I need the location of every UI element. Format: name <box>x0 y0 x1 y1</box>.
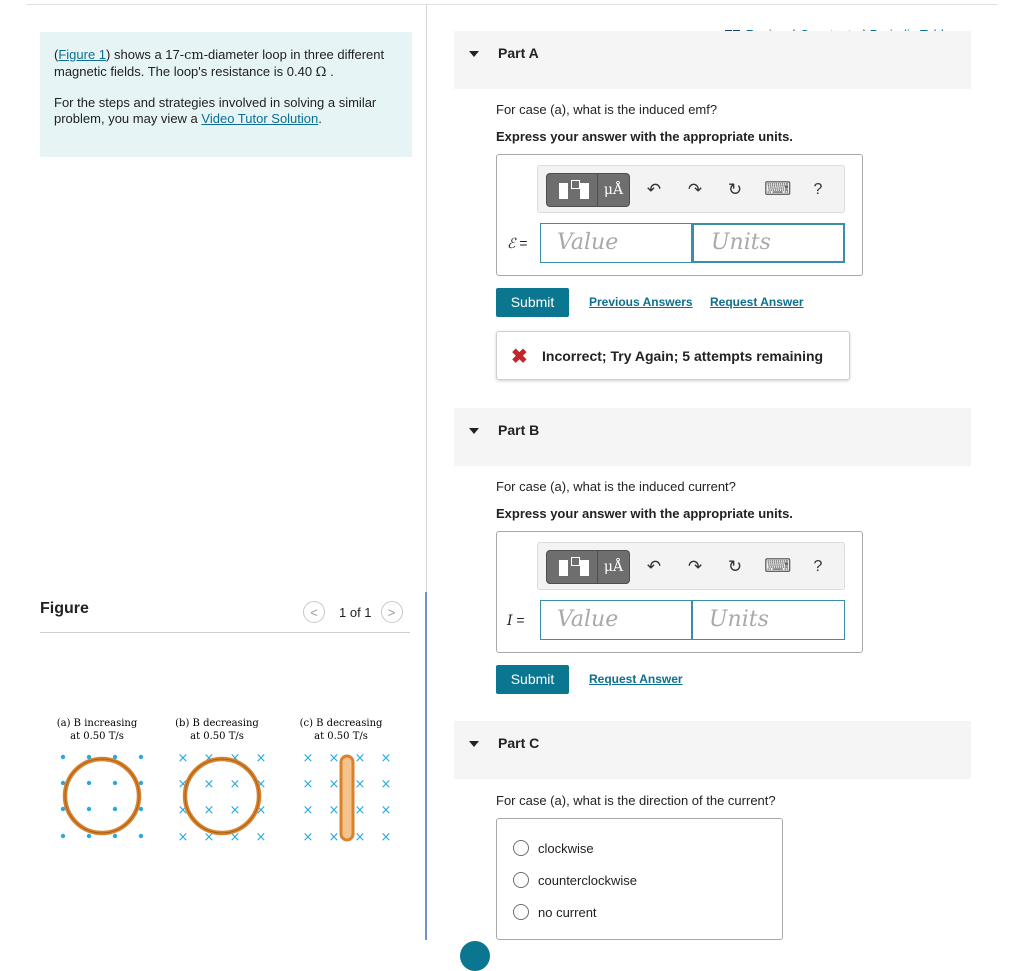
part-b-question: For case (a), what is the induced current? <box>496 479 736 494</box>
unit-cm: cm <box>184 48 204 63</box>
svg-text:×: × <box>255 830 267 845</box>
svg-text:×: × <box>255 751 267 766</box>
radio-button[interactable] <box>513 904 529 920</box>
intro-text: ) shows a 17- <box>106 47 185 62</box>
svg-text:×: × <box>229 830 241 845</box>
help-icon[interactable]: ? <box>813 558 823 575</box>
part-c-title: Part C <box>498 735 540 751</box>
option-label: no current <box>538 904 597 920</box>
equals-sign: = <box>515 235 528 251</box>
panel-b-label-2: at 0.50 T/s <box>190 731 244 742</box>
loop-a-outline <box>65 759 139 833</box>
emf-label <box>507 235 528 252</box>
caret-down-icon <box>469 51 479 57</box>
part-b-answer-box <box>496 531 863 653</box>
ohm-symbol: Ω <box>315 65 327 80</box>
loop-c <box>341 756 353 840</box>
svg-text:×: × <box>328 777 340 792</box>
part-a-instruction: Express your answer with the appropriate units. <box>496 129 793 144</box>
svg-text:×: × <box>255 803 267 818</box>
option-label: clockwise <box>538 840 594 856</box>
svg-text:×: × <box>229 751 241 766</box>
part-b-instruction: Express your answer with the appropriate units. <box>496 506 793 521</box>
svg-text:×: × <box>380 777 392 792</box>
part-b-header[interactable] <box>454 408 971 466</box>
chevron-right-icon: > <box>387 604 396 620</box>
panel-c-label-2: at 0.50 T/s <box>314 731 368 742</box>
templates-button[interactable] <box>546 550 598 584</box>
svg-text:×: × <box>177 830 189 845</box>
option-clockwise[interactable] <box>513 838 594 858</box>
incorrect-icon: ✖ <box>511 346 528 368</box>
undo-icon[interactable]: ↶ <box>646 557 662 576</box>
previous-answers-link[interactable]: Previous Answers <box>589 295 693 309</box>
math-toolbar <box>537 542 845 590</box>
svg-text:×: × <box>177 777 189 792</box>
figure-rule <box>40 632 410 633</box>
caret-down-icon <box>469 741 479 747</box>
figure-pager <box>303 600 403 624</box>
part-c-header[interactable] <box>454 721 971 779</box>
panel-b-label-1: (b) B decreasing <box>175 718 259 729</box>
undo-icon[interactable]: ↶ <box>646 180 662 199</box>
equals-sign: = <box>512 612 525 628</box>
part-a-question: For case (a), what is the induced emf? <box>496 102 718 117</box>
part-a-header[interactable] <box>454 31 971 89</box>
part-b-submit-button[interactable]: Submit <box>496 665 569 694</box>
emf-units-input[interactable]: Units <box>692 223 845 263</box>
figure-1-link[interactable]: Figure 1 <box>58 47 107 62</box>
intro-paragraph-1 <box>54 47 398 81</box>
part-a-submit-button[interactable]: Submit <box>496 288 569 317</box>
svg-text:×: × <box>229 803 241 818</box>
redo-icon[interactable]: ↷ <box>687 180 703 199</box>
emf-symbol: ℰ <box>507 236 516 252</box>
svg-text:×: × <box>302 830 314 845</box>
svg-text:×: × <box>203 830 215 845</box>
direction-options <box>496 818 783 940</box>
part-b-title: Part B <box>498 422 540 438</box>
svg-text:×: × <box>177 751 189 766</box>
svg-text:×: × <box>328 830 340 845</box>
next-figure-button[interactable] <box>381 601 403 623</box>
redo-icon[interactable]: ↷ <box>687 557 703 576</box>
svg-text:×: × <box>203 803 215 818</box>
loop-b-outline <box>185 759 259 833</box>
units-button[interactable]: μÅ <box>598 550 630 584</box>
intro-paragraph-2 <box>54 95 398 127</box>
reset-icon[interactable]: ↻ <box>727 180 743 199</box>
part-a-title: Part A <box>498 45 539 61</box>
templates-button[interactable] <box>546 173 598 207</box>
panel-a-label-2: at 0.50 T/s <box>70 731 124 742</box>
current-value-input[interactable]: Value <box>540 600 692 640</box>
keyboard-icon[interactable]: ⌨ <box>764 179 792 200</box>
svg-text:×: × <box>380 751 392 766</box>
svg-text:×: × <box>328 751 340 766</box>
intro-text: ( <box>54 47 59 62</box>
feedback-text: Incorrect; Try Again; 5 attempts remaining <box>542 348 824 364</box>
radio-button[interactable] <box>513 840 529 856</box>
math-toolbar <box>537 165 845 213</box>
figure-title: Figure <box>40 600 89 617</box>
svg-text:×: × <box>380 830 392 845</box>
prev-figure-button[interactable] <box>303 601 325 623</box>
svg-text:×: × <box>354 751 366 766</box>
units-button[interactable]: μÅ <box>598 173 630 207</box>
svg-text:×: × <box>380 803 392 818</box>
part-c-question: For case (a), what is the direction of the current? <box>496 793 776 808</box>
part-a-answer-box <box>496 154 863 276</box>
panel-resize-handle[interactable] <box>425 592 427 940</box>
svg-text:×: × <box>354 777 366 792</box>
svg-text:×: × <box>203 751 215 766</box>
svg-text:×: × <box>354 803 366 818</box>
emf-value-input[interactable]: Value <box>540 223 692 263</box>
help-fab-button[interactable] <box>460 941 490 971</box>
keyboard-icon[interactable]: ⌨ <box>764 556 792 577</box>
panel-c-label-1: (c) B decreasing <box>299 718 383 729</box>
magnetic-field-figure[interactable] <box>40 712 410 852</box>
part-b-request-answer-link[interactable]: Request Answer <box>589 672 683 686</box>
current-label <box>507 612 525 629</box>
svg-text:×: × <box>229 777 241 792</box>
part-a-feedback <box>496 331 850 380</box>
problem-intro <box>40 32 412 157</box>
intro-text: -diameter loop in three different magnetic fields. The loop's resistance is 0.40 <box>54 47 385 79</box>
current-units-input[interactable]: Units <box>692 600 845 640</box>
option-counterclockwise[interactable] <box>513 870 637 890</box>
current-symbol: I <box>507 613 513 629</box>
svg-text:×: × <box>302 803 314 818</box>
panel-a-label-1: (a) B increasing <box>56 718 138 729</box>
help-icon[interactable]: ? <box>813 181 823 198</box>
svg-text:×: × <box>328 803 340 818</box>
chevron-left-icon: < <box>310 604 318 620</box>
svg-text:×: × <box>302 751 314 766</box>
video-tutor-link[interactable]: Video Tutor Solution <box>201 111 319 126</box>
field-dots-a <box>61 755 143 838</box>
intro-text: For the steps and strategies involved in solving a similar problem, you may view a <box>54 95 377 126</box>
intro-text: . <box>318 111 322 126</box>
intro-text: . <box>326 64 334 79</box>
svg-text:×: × <box>354 830 366 845</box>
option-label: counterclockwise <box>538 872 637 888</box>
svg-text:×: × <box>203 777 215 792</box>
caret-down-icon <box>469 428 479 434</box>
reset-icon[interactable]: ↻ <box>727 557 743 576</box>
radio-button[interactable] <box>513 872 529 888</box>
top-rule <box>26 4 998 5</box>
part-a-request-answer-link[interactable]: Request Answer <box>710 295 804 309</box>
option-no-current[interactable] <box>513 902 597 922</box>
pager-count: 1 of 1 <box>339 604 372 620</box>
svg-text:×: × <box>302 777 314 792</box>
svg-text:×: × <box>177 803 189 818</box>
svg-text:×: × <box>255 777 267 792</box>
